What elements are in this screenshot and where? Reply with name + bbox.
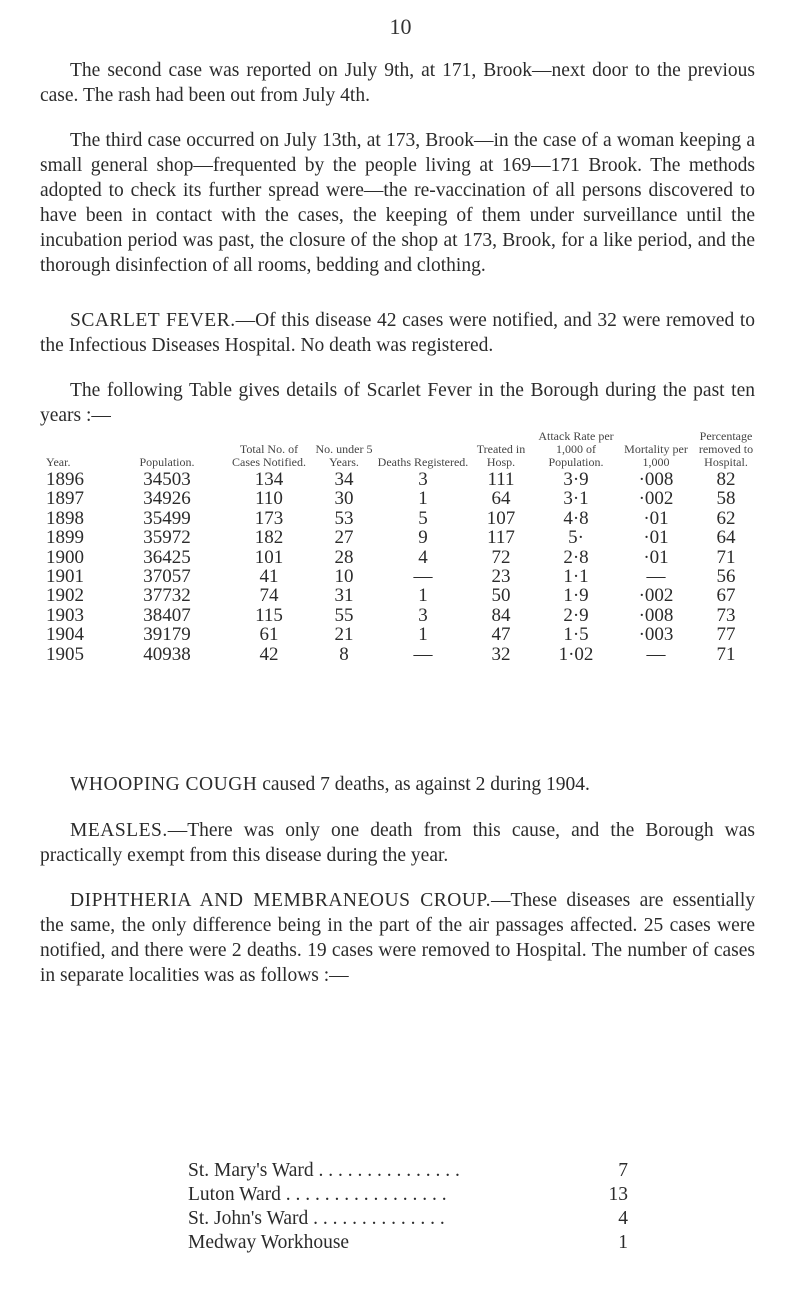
cell-attack-rate: 1·9 — [563, 585, 589, 607]
cell-pct-removed: 62 — [716, 507, 736, 529]
locality-count: 7 — [618, 1160, 628, 1181]
cell-under5: 34 — [334, 469, 354, 490]
cell-treated: 50 — [491, 585, 511, 607]
cell-treated: 64 — [491, 488, 511, 510]
header-year: Year. — [46, 455, 71, 469]
paragraph-scarlet-fever — [40, 308, 755, 358]
cell-year: 1901 — [46, 566, 84, 588]
table-row — [46, 548, 760, 567]
paragraph-third-case: The third case occurred on July 13th, at 173, Brook—in the case of a woman keeping a small general shop—frequented by the people living at 169—171 Brook. The methods adopted to check its further spread were—the re-vaccination of all persons discovered to have been in contact with the cases, the keeping of them under surveillance until the incubation period was past, the closure of the shop at 173, Brook, for a like period, and the thorough disinfection of all rooms, bedding and clothing. — [40, 130, 755, 276]
cell-under5: 30 — [334, 488, 354, 510]
cell-pct-removed: 56 — [716, 566, 736, 588]
locality-count: 4 — [618, 1208, 628, 1229]
cell-notified: 182 — [254, 527, 284, 549]
page-number: 10 — [389, 14, 412, 39]
cell-mortality: ·002 — [638, 488, 674, 510]
localities-list — [188, 1159, 628, 1255]
table-row — [46, 509, 760, 528]
header-notified: Total No. of Cases Notified. — [232, 442, 306, 469]
cell-treated: 84 — [491, 604, 511, 626]
cell-population: 39179 — [143, 624, 191, 646]
cell-attack-rate: 2·9 — [563, 604, 589, 626]
cell-under5: 10 — [334, 566, 354, 588]
cell-notified: 42 — [259, 643, 279, 665]
locality-label: Medway Workhouse — [188, 1232, 350, 1253]
cell-population: 37732 — [143, 585, 191, 607]
scarlet-fever-heading: SCARLET FEVER. — [70, 310, 236, 331]
list-item — [188, 1183, 628, 1207]
cell-population: 40938 — [143, 643, 191, 665]
cell-population: 35499 — [143, 507, 191, 529]
cell-pct-removed: 77 — [716, 624, 736, 646]
cell-attack-rate: 1·1 — [563, 566, 589, 588]
cell-year: 1902 — [46, 585, 84, 607]
cell-notified: 61 — [259, 624, 279, 646]
cell-under5: 28 — [334, 546, 354, 568]
table-header-row — [46, 430, 760, 470]
header-under5: No. under 5 Years. — [315, 442, 373, 469]
cell-year: 1898 — [46, 507, 84, 529]
cell-pct-removed: 64 — [716, 527, 736, 549]
scarlet-fever-text: —Of this disease 42 cases were notified, and 32 were removed to the Infectious Diseases Hospital. No death was registered. — [40, 310, 755, 356]
table-row — [46, 470, 760, 489]
cell-year: 1896 — [46, 469, 84, 490]
cell-population: 38407 — [143, 604, 191, 626]
cell-deaths: 1 — [418, 585, 428, 607]
cell-pct-removed: 71 — [716, 643, 736, 665]
locality-count: 13 — [608, 1184, 628, 1205]
header-attack-rate: Attack Rate per 1,000 of Population. — [538, 429, 614, 469]
table-row — [46, 489, 760, 508]
cell-population: 37057 — [143, 566, 191, 588]
cell-mortality: ·002 — [638, 585, 674, 607]
cell-deaths: 9 — [418, 527, 428, 549]
cell-year: 1904 — [46, 624, 84, 646]
cell-treated: 72 — [491, 546, 511, 568]
cell-deaths: 3 — [418, 604, 428, 626]
header-population: Population. — [139, 455, 195, 469]
list-item — [188, 1231, 628, 1255]
cell-attack-rate: 4·8 — [563, 507, 589, 529]
cell-under5: 27 — [334, 527, 354, 549]
cell-mortality: ·008 — [638, 604, 674, 626]
cell-mortality: ·008 — [638, 469, 674, 490]
header-deaths: Deaths Registered. — [377, 455, 469, 469]
cell-pct-removed: 67 — [716, 585, 736, 607]
cell-treated: 47 — [491, 624, 511, 646]
paragraph-whooping-cough — [40, 772, 755, 797]
cell-population: 36425 — [143, 546, 191, 568]
whooping-cough-text: caused 7 deaths, as against 2 during 1904. — [257, 774, 590, 795]
cell-treated: 117 — [487, 527, 515, 549]
cell-deaths: — — [413, 566, 433, 588]
cell-deaths: 1 — [418, 488, 428, 510]
header-treated: Treated in Hosp. — [476, 442, 526, 469]
cell-population: 34926 — [143, 488, 191, 510]
measles-heading: MEASLES. — [70, 820, 168, 841]
header-mortality: Mortality per 1,000 — [624, 442, 688, 469]
cell-attack-rate: 5· — [568, 527, 584, 549]
cell-pct-removed: 82 — [716, 469, 736, 490]
locality-label: St. John's Ward . . . . . . . . . . . . . . — [188, 1208, 445, 1229]
cell-year: 1899 — [46, 527, 84, 549]
cell-mortality: ·003 — [638, 624, 674, 646]
cell-mortality: ·01 — [643, 546, 669, 568]
table-row — [46, 586, 760, 605]
cell-notified: 41 — [259, 566, 279, 588]
cell-under5: 31 — [334, 585, 354, 607]
cell-notified: 101 — [254, 546, 284, 568]
cell-mortality: ·01 — [643, 527, 669, 549]
locality-label: Luton Ward . . . . . . . . . . . . . . . . . — [188, 1184, 447, 1205]
cell-treated: 111 — [487, 469, 515, 490]
locality-count: 1 — [618, 1232, 628, 1253]
cell-under5: 55 — [334, 604, 354, 626]
table-body — [46, 470, 760, 664]
table-row — [46, 528, 760, 547]
cell-under5: 21 — [334, 624, 354, 646]
table-row — [46, 567, 760, 586]
cell-deaths: 4 — [418, 546, 428, 568]
header-pct-removed: Percentage removed to Hospital. — [698, 429, 754, 469]
cell-under5: 53 — [334, 507, 354, 529]
cell-attack-rate: 1·5 — [563, 624, 589, 646]
cell-year: 1897 — [46, 488, 84, 510]
paragraph-table-intro: The following Table gives details of Scarlet Fever in the Borough during the past ten years :— — [40, 380, 755, 426]
cell-year: 1900 — [46, 546, 84, 568]
cell-under5: 8 — [339, 643, 349, 665]
paragraph-measles — [40, 818, 755, 868]
cell-deaths: 1 — [418, 624, 428, 646]
diphtheria-heading: DIPHTHERIA AND MEMBRANEOUS CROUP. — [70, 890, 491, 911]
list-item — [188, 1207, 628, 1231]
cell-pct-removed: 58 — [716, 488, 736, 510]
paragraph-diphtheria — [40, 888, 755, 988]
cell-notified: 115 — [255, 604, 283, 626]
cell-attack-rate: 3·9 — [563, 469, 589, 490]
cell-attack-rate: 3·1 — [563, 488, 589, 510]
cell-notified: 74 — [259, 585, 279, 607]
cell-year: 1903 — [46, 604, 84, 626]
table-row — [46, 625, 760, 644]
list-item — [188, 1159, 628, 1183]
cell-treated: 32 — [491, 643, 511, 665]
cell-mortality: — — [646, 566, 666, 588]
cell-year: 1905 — [46, 643, 84, 665]
cell-treated: 107 — [486, 507, 516, 529]
cell-deaths: 3 — [418, 469, 428, 490]
paragraph-second-case: The second case was reported on July 9th, at 171, Brook—next door to the previous case. The rash had been out from July 4th. — [40, 60, 755, 106]
cell-mortality: — — [646, 643, 666, 665]
whooping-cough-heading: WHOOPING COUGH — [70, 774, 258, 795]
cell-mortality: ·01 — [643, 507, 669, 529]
cell-notified: 134 — [254, 469, 284, 490]
scarlet-fever-table — [46, 430, 760, 664]
table-row — [46, 645, 760, 664]
cell-deaths: 5 — [418, 507, 428, 529]
cell-notified: 110 — [255, 488, 283, 510]
cell-pct-removed: 71 — [716, 546, 736, 568]
measles-text: —There was only one death from this cause, and the Borough was practically exempt from this disease during the year. — [40, 820, 755, 866]
cell-deaths: — — [413, 643, 433, 665]
cell-notified: 173 — [254, 507, 284, 529]
diphtheria-text: —These diseases are essentially the same, the only difference being in the part of the air passages affected. 25 cases were notified, and there were 2 deaths. 19 cases were removed to Hospital. The number of cases in separate localities was as follows :— — [40, 890, 755, 986]
cell-treated: 23 — [491, 566, 511, 588]
cell-attack-rate: 1·02 — [558, 643, 594, 665]
cell-pct-removed: 73 — [716, 604, 736, 626]
table-row — [46, 606, 760, 625]
cell-population: 34503 — [143, 469, 191, 490]
locality-label: St. Mary's Ward . . . . . . . . . . . . . . . — [188, 1160, 460, 1181]
cell-attack-rate: 2·8 — [563, 546, 589, 568]
cell-population: 35972 — [143, 527, 191, 549]
